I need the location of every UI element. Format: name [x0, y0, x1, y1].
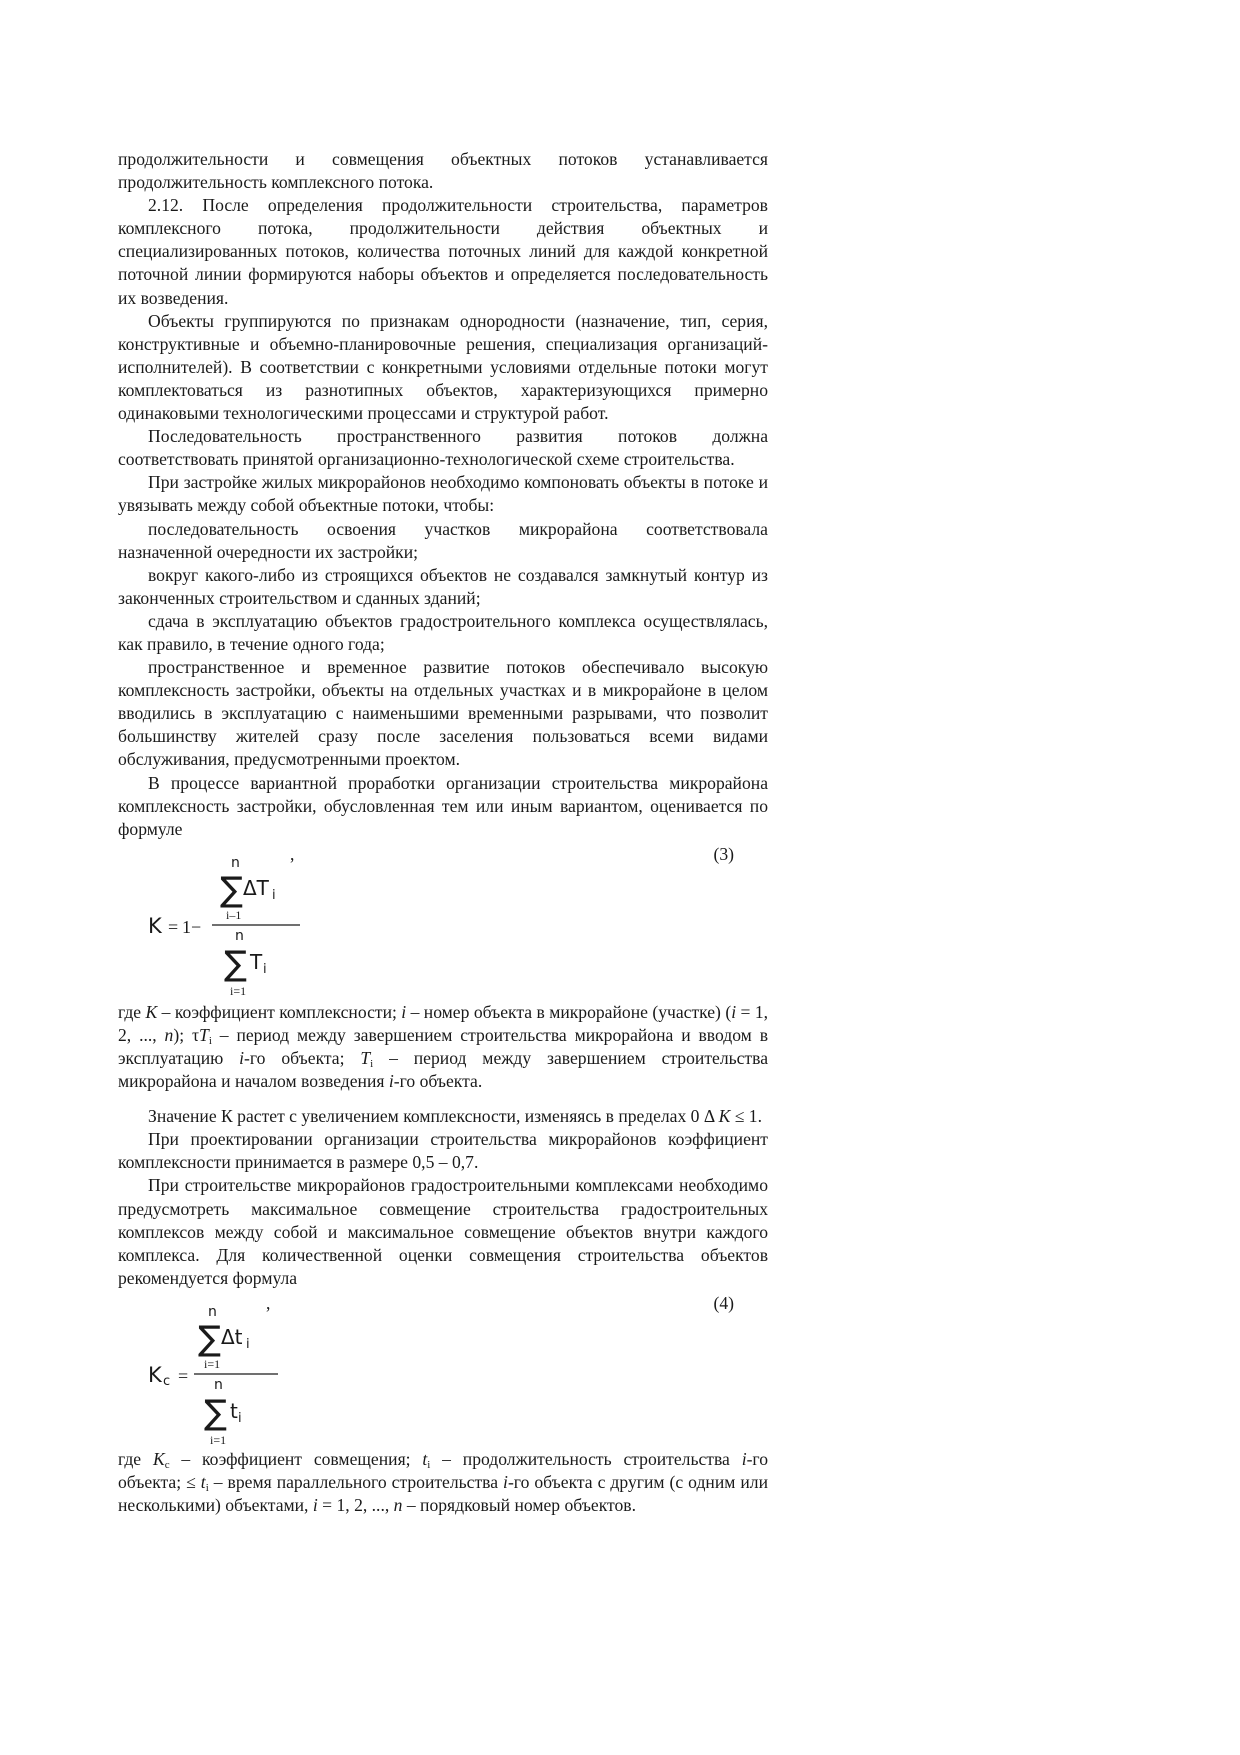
sigma-icon: ∑	[220, 869, 243, 910]
denominator-term: T	[250, 949, 263, 974]
sum-lower-limit: i–1	[226, 907, 242, 922]
formula-comma: ,	[290, 843, 295, 864]
formula-4-explanation: где $K_c$ – коэффициент совмещения; $t_i$ – продолжительность строительства i-го объекта; ≤ $t_i$ – время параллельного строительства i-го объекта с другим (с одним или несколькими) объектами, i = 1, 2, ..., n – порядковый номер объектов.	[118, 1448, 769, 1516]
denominator-index: i	[238, 1410, 242, 1426]
formula-number: (3)	[713, 843, 734, 864]
formula-one-minus: 1−	[182, 916, 202, 937]
list-item: пространственное и временное развитие потоков обеспечивало высокую комплексность застройки, объекты на отдельных участках и в микрорайоне в целом вводились в эксплуатацию с наименьшими временными разрывами, что позволит большинству жителей сразу после заселения пользоваться всеми видами обслуживания, предусмотренными проектом.	[118, 657, 768, 770]
spacer	[118, 1093, 768, 1105]
sum-upper-limit: n	[214, 1376, 223, 1393]
formula-comma: ,	[266, 1292, 271, 1313]
sum-upper-limit: n	[231, 854, 240, 871]
formula-number: (4)	[713, 1292, 734, 1313]
paragraph: При строительстве микрорайонов градостроительными комплексами необходимо предусмотреть максимальное совмещение строительства градостроительных комплексов между собой и максимальное совмещение объектов внутри каждого комплекса. Для количественной оценки совмещения строительства объектов рекомендуется формула	[118, 1175, 768, 1288]
numerator-term: Δt	[221, 1324, 243, 1349]
paragraph: Объекты группируются по признакам однородности (назначение, тип, серия, конструктивные и объемно-планировочные решения, специализация организаций-исполнителей). В соответствии с конкретными условиями отдельные потоки могут комплектоваться из разнотипных объектов, характеризующихся примерно одинаковыми технологическими процессами и структурой работ.	[118, 310, 768, 424]
sigma-icon: ∑	[224, 943, 247, 984]
denominator-index: i	[263, 961, 267, 977]
sigma-icon: ∑	[204, 1392, 227, 1433]
sum-upper-limit: n	[208, 1303, 217, 1320]
paragraph: продолжительности и совмещения объектных потоков устанавливается продолжительность комплексного потока.	[118, 149, 768, 193]
formula-4-expression	[146, 1304, 346, 1450]
paragraph: 2.12. После определения продолжительности строительства, параметров комплексного потока, продолжительности действия объектных и специализированных потоков, количества поточных линий для каждой конкретной поточной линии формируются наборы объектов и определяется последовательность их возведения.	[118, 195, 768, 308]
numerator-index: i	[246, 1336, 250, 1352]
document-page	[118, 148, 768, 1517]
numerator-index: i	[272, 887, 276, 903]
paragraph: В процессе вариантной проработки организации строительства микрорайона комплексность застройки, обусловленная тем или иным вариантом, оценивается по формуле	[118, 772, 768, 839]
sum-lower-limit: i=1	[210, 1432, 227, 1447]
sigma-icon: ∑	[198, 1318, 221, 1359]
list-item: вокруг какого-либо из строящихся объектов не создавался замкнутый контур из законченных строительством и сданных зданий;	[118, 564, 768, 608]
formula-lhs-subscript: c	[163, 1373, 171, 1389]
numerator-term: ΔT	[243, 875, 269, 900]
formula-4	[118, 1290, 768, 1448]
paragraph: При застройке жилых микрорайонов необходимо компоновать объекты в потоке и увязывать между собой объектные потоки, чтобы:	[118, 472, 768, 516]
sum-lower-limit: i=1	[230, 983, 247, 998]
paragraph: Значение К растет с увеличением комплексности, изменяясь в пределах 0 Δ K ≤ 1.	[148, 1106, 763, 1127]
paragraph: Последовательность пространственного развития потоков должна соответствовать принятой организационно-технологической схеме строительства.	[118, 426, 768, 470]
list-item: последовательность освоения участков микрорайона соответствовала назначенной очередности их застройки;	[118, 518, 768, 562]
formula-3	[118, 841, 768, 1001]
formula-3-explanation: где K – коэффициент комплексности; i – номер объекта в микрорайоне (участке) (i = 1, 2, ..., n); $\tau T_i$ – период между завершением строительства микрорайона и вводом в эксплуатацию i-го объекта; $T_i$ – период между завершением строительства микрорайона и началом возведения i-го объекта.	[118, 1001, 769, 1092]
formula-equals: =	[168, 916, 179, 937]
formula-lhs: K	[148, 1362, 162, 1387]
formula-equals: =	[178, 1365, 189, 1386]
list-item: сдача в эксплуатацию объектов градостроительного комплекса осуществлялась, как правило, в течение одного года;	[118, 610, 768, 654]
formula-3-expression	[146, 855, 346, 1001]
denominator-term: t	[230, 1398, 238, 1423]
formula-lhs: K	[148, 913, 162, 938]
sum-lower-limit: i=1	[204, 1356, 221, 1371]
paragraph: При проектировании организации строительства микрорайонов коэффициент комплексности принимается в размере 0,5 – 0,7.	[118, 1129, 768, 1173]
sum-upper-limit: n	[235, 927, 244, 944]
